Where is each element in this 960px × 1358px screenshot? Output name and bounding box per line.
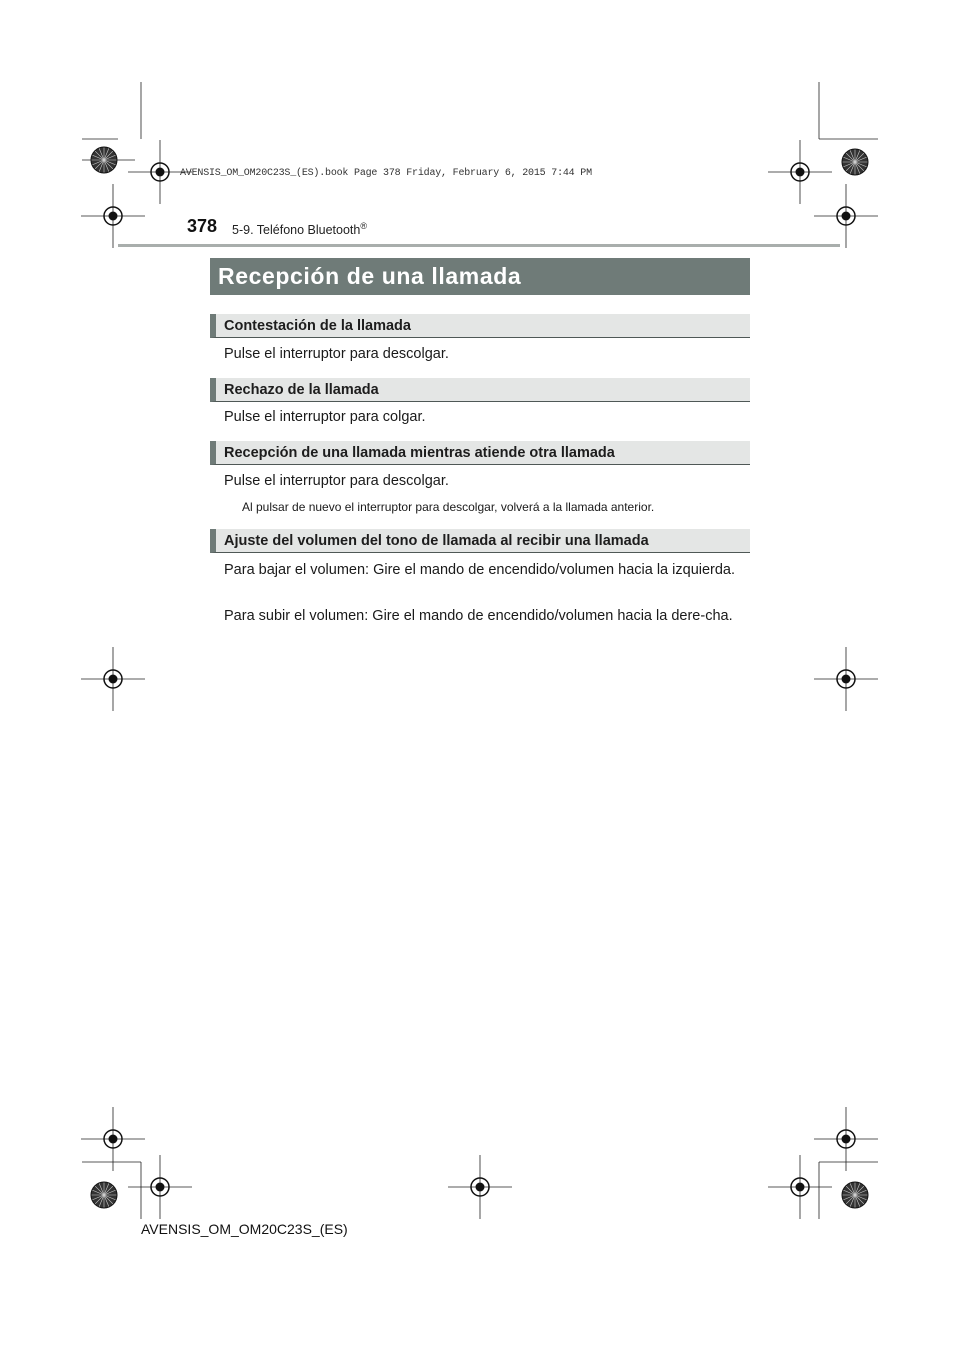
- section-text-volume-down: Para bajar el volumen: Gire el mando de encendido/volumen hacia la izquierda.: [224, 562, 736, 578]
- breadcrumb: [232, 221, 367, 237]
- print-info: AVENSIS_OM_OM20C23S_(ES).book Page 378 Friday, February 6, 2015 7:44 PM: [180, 168, 592, 179]
- section-text-reject: Pulse el interruptor para colgar.: [224, 409, 426, 425]
- footer-document-id: AVENSIS_OM_OM20C23S_(ES): [141, 1221, 348, 1237]
- section-text-call-waiting: Pulse el interruptor para descolgar.: [224, 473, 449, 489]
- section-heading-ringtone-volume: Ajuste del volumen del tono de llamada al recibir una llamada: [210, 529, 750, 553]
- section-text-volume-up: Para subir el volumen: Gire el mando de encendido/volumen hacia la dere-cha.: [224, 608, 733, 624]
- registered-mark: ®: [360, 221, 367, 231]
- section-heading-call-waiting: Recepción de una llamada mientras atiende otra llamada: [210, 441, 750, 465]
- header-rule: [118, 244, 840, 247]
- breadcrumb-label: 5-9. Teléfono Bluetooth: [232, 223, 361, 238]
- page-number: 378: [187, 216, 218, 236]
- section-text-answer: Pulse el interruptor para descolgar.: [224, 346, 449, 362]
- section-heading-reject: Rechazo de la llamada: [210, 378, 750, 402]
- section-heading-answer: Contestación de la llamada: [210, 314, 750, 338]
- section-note-call-waiting: Al pulsar de nuevo el interruptor para descolgar, volverá a la llamada anterior.: [242, 500, 655, 514]
- page-title: Recepción de una llamada: [210, 258, 750, 295]
